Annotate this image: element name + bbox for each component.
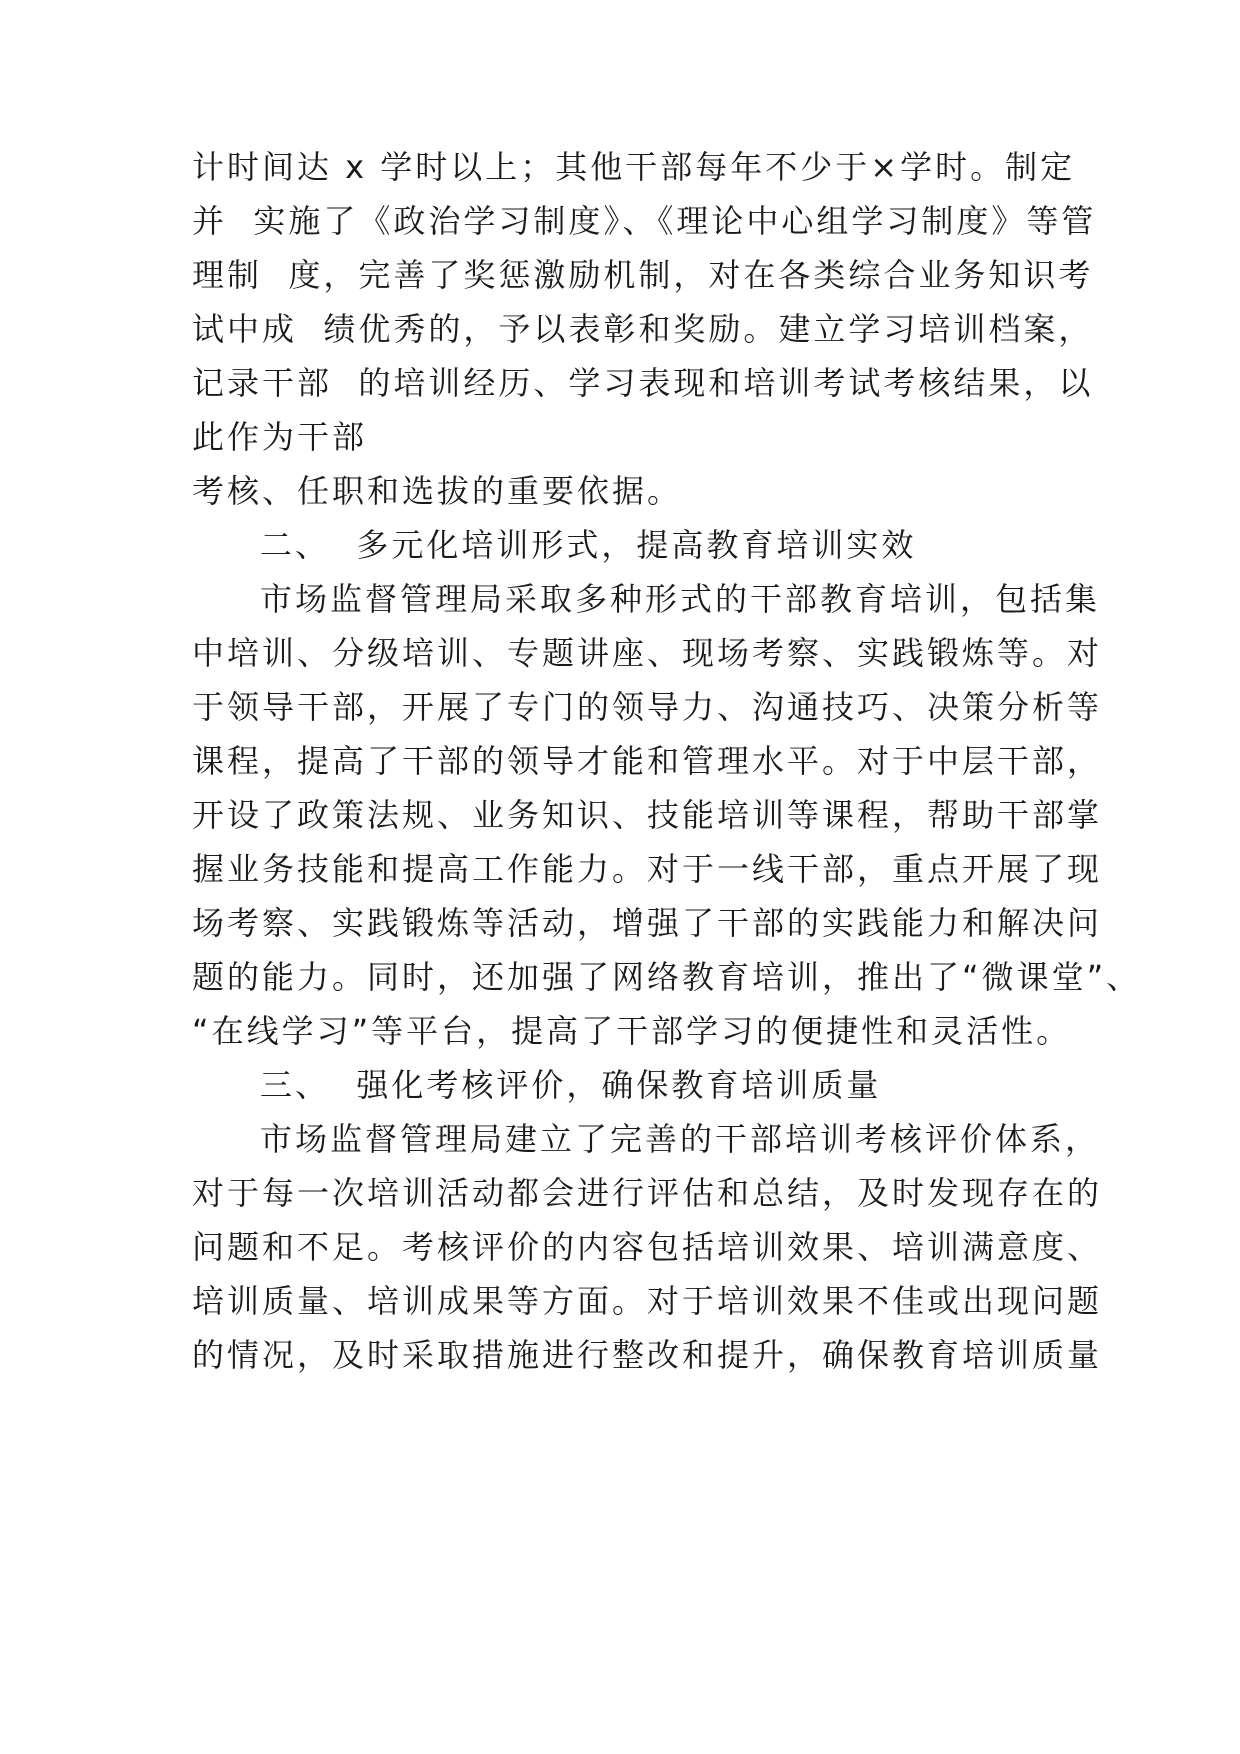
text-line: 的情况，及时采取措施进行整改和提升，确保教育培训质量 bbox=[192, 1336, 1103, 1374]
text-line: 课程，提高了干部的领导才能和管理水平。对于中层干部， bbox=[192, 742, 1103, 780]
text-line: “在线学习”等平台，提高了干部学习的便捷性和灵活性。 bbox=[192, 1012, 1072, 1050]
text-line: 并 实施了《政治学习制度》、《理论中心组学习制度》等管 bbox=[192, 202, 1097, 240]
section-heading-2: 二、 多元化培训形式，提高教育培训实效 bbox=[260, 526, 917, 564]
text-line: 培训质量、培训成果等方面。对于培训效果不佳或出现问题 bbox=[192, 1282, 1103, 1320]
paragraph-start: 市场监督管理局采取多种形式的干部教育培训，包括集 bbox=[260, 580, 1101, 618]
text-line: 记录干部 的培训经历、学习表现和培训考试考核结果，以 bbox=[192, 364, 1094, 402]
section-heading-3: 三、 强化考核评价，确保教育培训质量 bbox=[260, 1066, 882, 1104]
text-line: 中培训、分级培训、专题讲座、现场考察、实践锻炼等。对 bbox=[192, 634, 1103, 672]
text-line: 考核、任职和选拔的重要依据。 bbox=[192, 472, 683, 510]
text-line: 此作为干部 bbox=[192, 418, 368, 456]
text-line: 理制 度，完善了奖惩激励机制，对在各类综合业务知识考 bbox=[192, 256, 1094, 294]
text-line: 计时间达 x 学时以上；其他干部每年不少于×学时。制定 bbox=[192, 148, 1076, 186]
text-line: 场考察、实践锻炼等活动，增强了干部的实践能力和解决问 bbox=[192, 904, 1103, 942]
text-line: 试中成 绩优秀的，予以表彰和奖励。建立学习培训档案， bbox=[192, 310, 1094, 348]
text-line: 于领导干部，开展了专门的领导力、沟通技巧、决策分析等 bbox=[192, 688, 1103, 726]
text-line: 握业务技能和提高工作能力。对于一线干部，重点开展了现 bbox=[192, 850, 1103, 888]
text-line: 问题和不足。考核评价的内容包括培训效果、培训满意度、 bbox=[192, 1228, 1103, 1266]
text-line: 题的能力。同时，还加强了网络教育培训，推出了“微课堂”、 bbox=[192, 958, 1142, 996]
paragraph-start: 市场监督管理局建立了完善的干部培训考核评价体系， bbox=[260, 1120, 1101, 1158]
text-line: 对于每一次培训活动都会进行评估和总结，及时发现存在的 bbox=[192, 1174, 1103, 1212]
text-line: 开设了政策法规、业务知识、技能培训等课程，帮助干部掌 bbox=[192, 796, 1103, 834]
